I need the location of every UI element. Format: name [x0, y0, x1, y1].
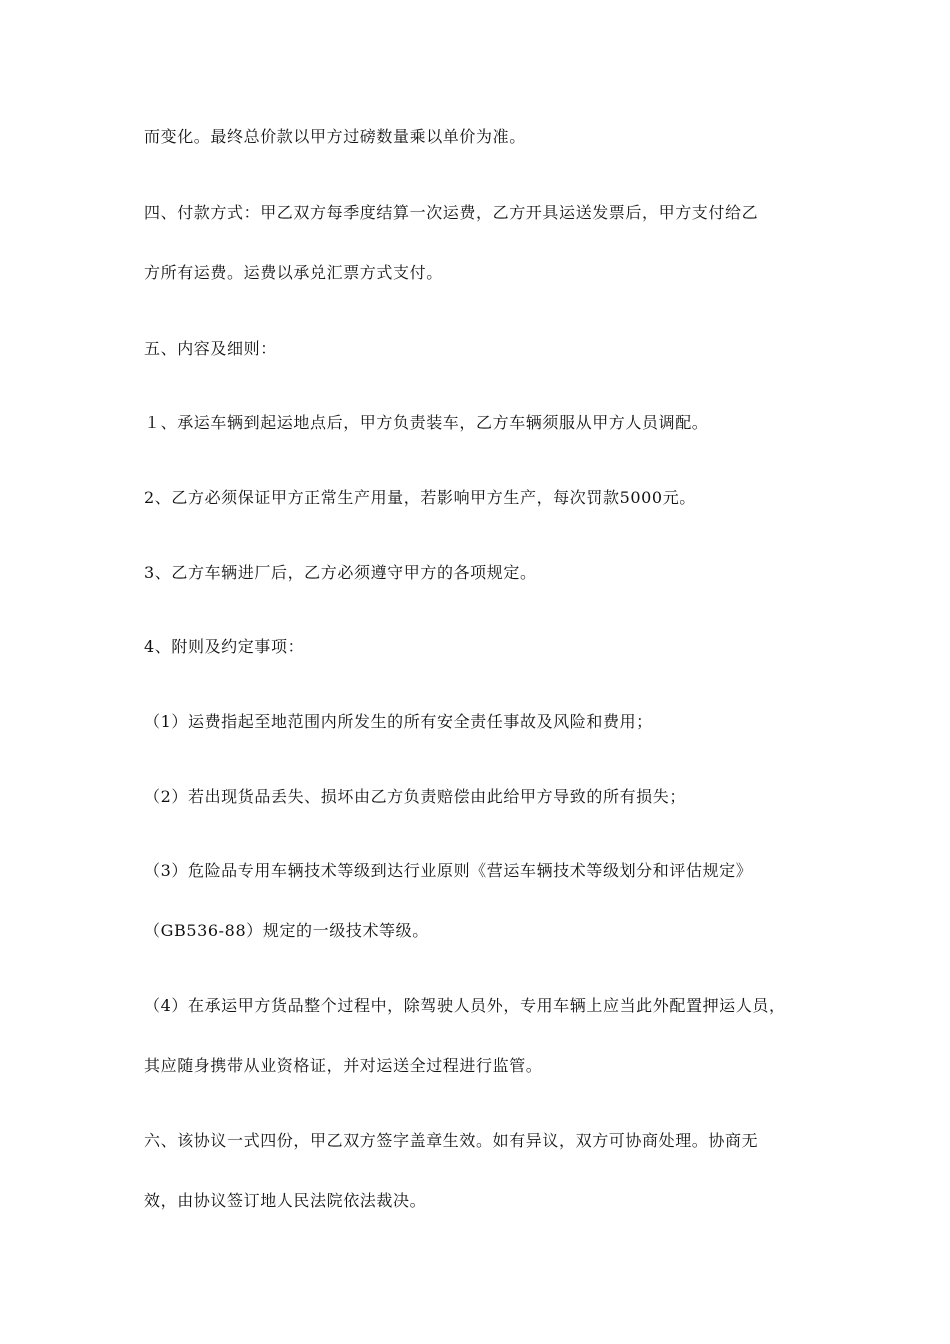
text-line-subclause-4: （4）在承运甲方货品整个过程中，除驾驶人员外，专用车辆上应当此外配置押运人员， — [144, 996, 786, 1015]
text-line-clause-4-heading: 4、附则及约定事项： — [144, 637, 305, 656]
text-line-payment-method-cont: 方所有运费。运费以承兑汇票方式支付。 — [144, 263, 443, 282]
text-line-subclause-4-cont: 其应随身携带从业资格证，并对运送全过程进行监管。 — [144, 1056, 543, 1075]
text-line-subclause-3-cont: （GB536-88）规定的一级技术等级。 — [144, 921, 429, 940]
text-line-section-six: 六、该协议一式四份，甲乙双方签字盖章生效。如有异议，双方可协商处理。协商无 — [144, 1131, 759, 1150]
text-line-clause-3: 3、乙方车辆进厂后，乙方必须遵守甲方的各项规定。 — [144, 563, 537, 582]
text-line-subclause-1: （1）运费指起至地范围内所发生的所有安全责任事故及风险和费用； — [144, 712, 653, 731]
text-line-section-six-cont: 效，由协议签订地人民法院依法裁决。 — [144, 1191, 427, 1210]
text-line-price-change: 而变化。最终总价款以甲方过磅数量乘以单价为准。 — [144, 127, 526, 146]
text-line-subclause-3: （3）危险品专用车辆技术等级到达行业原则《营运车辆技术等级划分和评估规定》 — [144, 861, 753, 880]
text-line-payment-method: 四、付款方式：甲乙双方每季度结算一次运费，乙方开具运送发票后，甲方支付给乙 — [144, 203, 759, 222]
text-line-clause-1: １、承运车辆到起运地点后，甲方负责装车，乙方车辆须服从甲方人员调配。 — [144, 413, 709, 432]
text-line-section-five-heading: 五、内容及细则： — [144, 339, 277, 358]
text-line-clause-2: 2、乙方必须保证甲方正常生产用量，若影响甲方生产，每次罚款5000元。 — [144, 488, 696, 507]
text-line-subclause-2: （2）若出现货品丢失、损坏由乙方负责赔偿由此给甲方导致的所有损失； — [144, 787, 686, 806]
